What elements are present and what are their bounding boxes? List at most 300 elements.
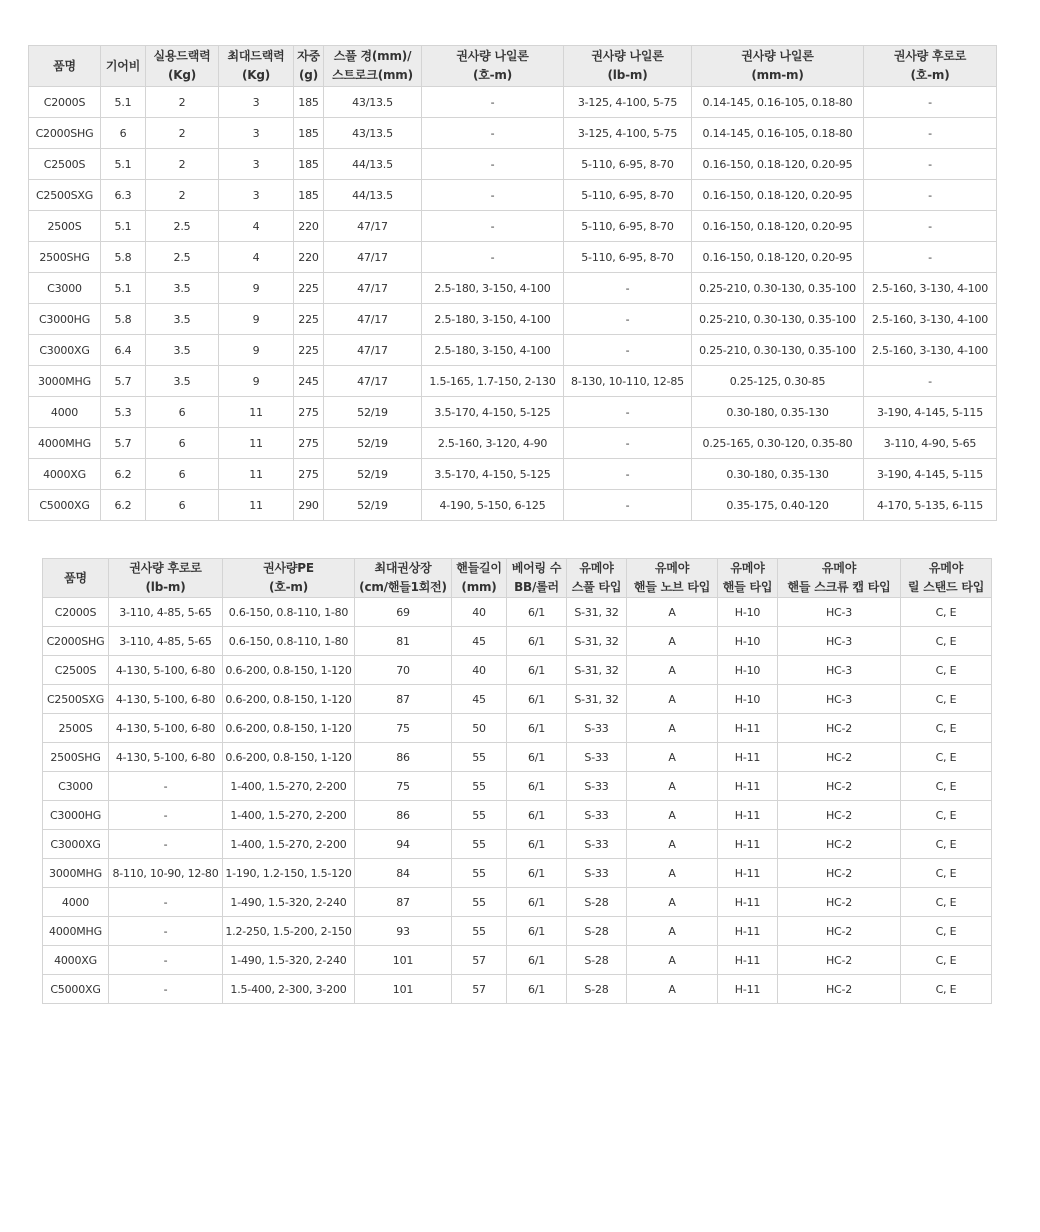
column-header [109,559,223,598]
table-cell: A [627,714,718,743]
table-cell: 0.30-180, 0.35-130 [692,397,864,428]
table-cell: - [109,801,223,830]
table-cell: 1-190, 1.2-150, 1.5-120 [223,859,355,888]
table-cell: 11 [219,459,294,490]
table-cell: - [422,118,564,149]
header-text: (Kg) [241,68,271,82]
column-header [355,559,452,598]
table-cell: 220 [294,211,324,242]
table-cell: C, E [901,801,992,830]
table-cell: H-10 [718,627,778,656]
table-cell: 0.25-165, 0.30-120, 0.35-80 [692,428,864,459]
table-cell: 0.14-145, 0.16-105, 0.18-80 [692,118,864,149]
table-cell: - [864,149,997,180]
table-row [43,598,992,627]
header-text: 유메야 [654,561,690,575]
table-cell: 9 [219,335,294,366]
header-text: (mm) [461,580,497,594]
table-cell: 84 [355,859,452,888]
table-cell: 3-190, 4-145, 5-115 [864,397,997,428]
table-cell: H-11 [718,772,778,801]
model-name-cell: 4000XG [43,946,109,975]
table-cell: A [627,859,718,888]
header-text: 베어링 수 [511,561,562,575]
table-cell: - [564,335,692,366]
table-cell: S-31, 32 [567,685,627,714]
table-cell: 4-170, 5-135, 6-115 [864,490,997,521]
table-cell: 47/17 [324,273,422,304]
table-cell: 86 [355,801,452,830]
table-cell: 69 [355,598,452,627]
table-cell: 6 [101,118,146,149]
model-name-cell: C3000XG [43,830,109,859]
table-cell: 55 [452,888,507,917]
table-row [43,801,992,830]
table-cell: - [864,211,997,242]
column-header [324,46,422,87]
table-cell: 2.5-180, 3-150, 4-100 [422,273,564,304]
table-cell: 245 [294,366,324,397]
table-cell: 40 [452,598,507,627]
table-cell: - [109,946,223,975]
model-name-cell: 2500SHG [29,242,101,273]
table-cell: 52/19 [324,490,422,521]
table-cell: - [864,242,997,273]
table-cell: - [109,975,223,1004]
table-cell: S-33 [567,714,627,743]
header-text: (g) [299,68,318,82]
model-name-cell: 3000MHG [29,366,101,397]
table-cell: 0.35-175, 0.40-120 [692,490,864,521]
table-row [43,714,992,743]
column-header [101,46,146,87]
table-cell: 0.25-210, 0.30-130, 0.35-100 [692,335,864,366]
header-text: 스풀 경(mm)/ [333,49,412,63]
table-cell: 0.25-210, 0.30-130, 0.35-100 [692,273,864,304]
table-cell: 3.5 [146,273,219,304]
table-cell: HC-2 [778,917,901,946]
header-text: 권사량 나일론 [741,49,814,63]
table-cell: 5.7 [101,366,146,397]
table-cell: 11 [219,428,294,459]
header-text: 자중 [297,49,320,63]
column-header [422,46,564,87]
header-text: 품명 [53,58,76,73]
table-cell: A [627,975,718,1004]
table-cell: - [422,149,564,180]
table-cell: HC-3 [778,656,901,685]
table-cell: 52/19 [324,459,422,490]
table-cell: 225 [294,273,324,304]
header-text: (lb-m) [607,68,648,82]
spec-table-1 [28,45,997,521]
header-text: 권사량 나일론 [456,49,529,63]
table-row [43,917,992,946]
table-cell: S-33 [567,859,627,888]
table-cell: 47/17 [324,366,422,397]
table-cell: 1.2-250, 1.5-200, 2-150 [223,917,355,946]
table-cell: 6/1 [507,888,567,917]
table-cell: 43/13.5 [324,87,422,118]
table-row [29,180,997,211]
table-cell: 5-110, 6-95, 8-70 [564,149,692,180]
table-cell: 2 [146,180,219,211]
table-cell: - [422,87,564,118]
model-name-cell: 4000 [43,888,109,917]
table-cell: 3 [219,118,294,149]
column-header [294,46,324,87]
table-cell: HC-3 [778,598,901,627]
table-cell: - [422,180,564,211]
table-cell: 5.8 [101,304,146,335]
table-cell: HC-2 [778,714,901,743]
table-cell: C, E [901,598,992,627]
table-cell: - [864,366,997,397]
model-name-cell: C2500S [29,149,101,180]
table-cell: - [109,888,223,917]
table-cell: 3.5 [146,335,219,366]
table-cell: 43/13.5 [324,118,422,149]
table-row [43,975,992,1004]
table-cell: HC-2 [778,975,901,1004]
table-row [29,490,997,521]
model-name-cell: 2500S [29,211,101,242]
model-name-cell: C2000SHG [43,627,109,656]
model-name-cell: C3000XG [29,335,101,366]
table-cell: 4-130, 5-100, 6-80 [109,685,223,714]
column-header [146,46,219,87]
column-header [627,559,718,598]
table-cell: HC-2 [778,772,901,801]
table-cell: - [864,87,997,118]
table-cell: H-11 [718,946,778,975]
header-text: 핸들 스크류 캡 타입 [787,580,891,594]
table-cell: 101 [355,946,452,975]
table-row [29,428,997,459]
table-cell: 57 [452,975,507,1004]
table-row [29,304,997,335]
table-cell: 275 [294,428,324,459]
table-cell: 2.5-160, 3-130, 4-100 [864,335,997,366]
table-cell: - [109,830,223,859]
table-row [29,211,997,242]
table-cell: H-11 [718,917,778,946]
table-row [43,888,992,917]
table-row [29,397,997,428]
table-cell: 6/1 [507,801,567,830]
table-cell: - [422,211,564,242]
table-cell: 6/1 [507,714,567,743]
table-cell: 6 [146,397,219,428]
table-cell: 4 [219,211,294,242]
table-cell: 55 [452,801,507,830]
table-cell: 47/17 [324,304,422,335]
table-cell: HC-2 [778,859,901,888]
table-cell: 0.6-200, 0.8-150, 1-120 [223,656,355,685]
table-cell: 2 [146,87,219,118]
table-cell: 2.5-180, 3-150, 4-100 [422,304,564,335]
table-cell: 5.3 [101,397,146,428]
table-cell: 2 [146,118,219,149]
table-cell: HC-3 [778,685,901,714]
table-cell: C, E [901,859,992,888]
table-cell: 3-125, 4-100, 5-75 [564,118,692,149]
table-cell: 3 [219,180,294,211]
table-cell: 3.5-170, 4-150, 5-125 [422,397,564,428]
table-cell: - [564,273,692,304]
table-cell: 0.6-200, 0.8-150, 1-120 [223,743,355,772]
column-header [219,46,294,87]
table-cell: S-33 [567,772,627,801]
header-text: 스풀 타입 [571,580,622,594]
table-cell: C, E [901,975,992,1004]
table-cell: 3.5 [146,304,219,335]
table-cell: 6/1 [507,859,567,888]
header-text: (lb-m) [145,580,186,594]
table-cell: 52/19 [324,428,422,459]
table-cell: - [864,180,997,211]
header-text: (호-m) [268,580,309,594]
table-cell: HC-2 [778,801,901,830]
table-cell: 55 [452,743,507,772]
model-name-cell: C2500SXG [43,685,109,714]
header-text: (호-m) [472,68,513,82]
table-cell: 0.14-145, 0.16-105, 0.18-80 [692,87,864,118]
header-text: 최대드랙력 [227,49,285,63]
table-row [29,242,997,273]
table-cell: 44/13.5 [324,149,422,180]
column-header [718,559,778,598]
table-cell: H-10 [718,598,778,627]
table-cell: 2.5-160, 3-130, 4-100 [864,273,997,304]
table-cell: C, E [901,743,992,772]
table-cell: S-28 [567,888,627,917]
table-cell: 11 [219,397,294,428]
table-cell: 3-125, 4-100, 5-75 [564,87,692,118]
column-header [43,559,109,598]
table-cell: A [627,656,718,685]
table-row [43,772,992,801]
table-cell: - [864,118,997,149]
table-cell: C, E [901,888,992,917]
table-cell: 6/1 [507,917,567,946]
table-cell: S-28 [567,975,627,1004]
table-cell: 6/1 [507,685,567,714]
table-cell: C, E [901,627,992,656]
column-header [692,46,864,87]
table-cell: H-11 [718,743,778,772]
table-cell: 3-110, 4-85, 5-65 [109,627,223,656]
table-cell: 93 [355,917,452,946]
table-cell: S-31, 32 [567,627,627,656]
column-header [564,46,692,87]
table-cell: 275 [294,459,324,490]
table-cell: 47/17 [324,335,422,366]
table-cell: H-10 [718,656,778,685]
table-cell: 4-130, 5-100, 6-80 [109,656,223,685]
table-row [29,118,997,149]
header-row [29,46,997,87]
table-cell: - [422,242,564,273]
table-cell: 52/19 [324,397,422,428]
table-row [43,830,992,859]
table-cell: S-31, 32 [567,598,627,627]
table-cell: 5.1 [101,149,146,180]
table-cell: 3 [219,87,294,118]
model-name-cell: C3000HG [29,304,101,335]
table-cell: 6/1 [507,743,567,772]
table-cell: 1-400, 1.5-270, 2-200 [223,772,355,801]
table-cell: 55 [452,859,507,888]
table-cell: H-10 [718,685,778,714]
table-cell: 8-110, 10-90, 12-80 [109,859,223,888]
model-name-cell: C2000S [43,598,109,627]
column-header [507,559,567,598]
table-cell: 55 [452,917,507,946]
table-cell: 81 [355,627,452,656]
table-cell: H-11 [718,714,778,743]
table-cell: A [627,801,718,830]
table-cell: 5.1 [101,211,146,242]
table-cell: 44/13.5 [324,180,422,211]
table-cell: C, E [901,656,992,685]
table-cell: 55 [452,772,507,801]
model-name-cell: C5000XG [43,975,109,1004]
table-cell: A [627,685,718,714]
table-cell: 6.2 [101,459,146,490]
table-cell: 70 [355,656,452,685]
table-cell: 57 [452,946,507,975]
table-cell: - [564,428,692,459]
table-cell: - [564,304,692,335]
header-text: BB/롤러 [514,580,559,594]
header-text: (cm/핸들1회전) [359,580,447,594]
table-cell: - [109,772,223,801]
table-cell: S-28 [567,946,627,975]
table-cell: 225 [294,335,324,366]
table-cell: 1-490, 1.5-320, 2-240 [223,888,355,917]
table-cell: A [627,743,718,772]
table-cell: 2.5 [146,211,219,242]
model-name-cell: 4000MHG [43,917,109,946]
model-name-cell: C5000XG [29,490,101,521]
header-text: 권사량PE [263,561,314,575]
column-header [778,559,901,598]
table-cell: A [627,888,718,917]
table-cell: 3.5-170, 4-150, 5-125 [422,459,564,490]
table-cell: 87 [355,685,452,714]
table-cell: 0.16-150, 0.18-120, 0.20-95 [692,211,864,242]
table-cell: 75 [355,772,452,801]
table-cell: 5-110, 6-95, 8-70 [564,180,692,211]
table-cell: 6/1 [507,656,567,685]
table-cell: 1.5-165, 1.7-150, 2-130 [422,366,564,397]
table-cell: 6/1 [507,946,567,975]
table-cell: 75 [355,714,452,743]
table-cell: A [627,598,718,627]
table-cell: 47/17 [324,211,422,242]
table-cell: HC-2 [778,946,901,975]
table-cell: 9 [219,304,294,335]
header-text: 유메야 [579,561,614,575]
table-cell: 9 [219,273,294,304]
model-name-cell: 3000MHG [43,859,109,888]
table-cell: 6/1 [507,772,567,801]
table-cell: 4-190, 5-150, 6-125 [422,490,564,521]
table-cell: C, E [901,685,992,714]
table-cell: 6/1 [507,598,567,627]
model-name-cell: C2000SHG [29,118,101,149]
table-cell: A [627,772,718,801]
table-cell: 6.3 [101,180,146,211]
table-cell: C, E [901,917,992,946]
table-cell: 4-130, 5-100, 6-80 [109,714,223,743]
table-cell: 0.16-150, 0.18-120, 0.20-95 [692,180,864,211]
table-cell: 3-110, 4-90, 5-65 [864,428,997,459]
table-cell: A [627,917,718,946]
table-row [43,685,992,714]
table-cell: 40 [452,656,507,685]
table-cell: 0.6-200, 0.8-150, 1-120 [223,685,355,714]
table-cell: 6/1 [507,627,567,656]
table-row [43,656,992,685]
table-cell: 47/17 [324,242,422,273]
table-cell: 0.16-150, 0.18-120, 0.20-95 [692,242,864,273]
table-cell: C, E [901,772,992,801]
table-cell: 3 [219,149,294,180]
table-cell: 0.25-125, 0.30-85 [692,366,864,397]
table-cell: 9 [219,366,294,397]
header-text: 핸들 노브 타입 [633,580,711,594]
table-row [29,459,997,490]
header-text: 품명 [64,570,87,585]
model-name-cell: 4000XG [29,459,101,490]
table-cell: - [564,459,692,490]
model-name-cell: 2500SHG [43,743,109,772]
table-cell: 1-490, 1.5-320, 2-240 [223,946,355,975]
table-cell: 87 [355,888,452,917]
model-name-cell: C3000 [29,273,101,304]
table-cell: 45 [452,627,507,656]
header-row [43,559,992,598]
table-cell: 3-190, 4-145, 5-115 [864,459,997,490]
table-cell: 5-110, 6-95, 8-70 [564,242,692,273]
header-text: 핸들 타입 [722,580,773,594]
header-text: 핸들길이 [456,561,502,575]
table-cell: 101 [355,975,452,1004]
table-cell: 5.1 [101,87,146,118]
table-cell: 2 [146,149,219,180]
table-cell: H-11 [718,975,778,1004]
table-cell: C, E [901,830,992,859]
header-text: 유메야 [821,561,857,575]
header-text: (mm-m) [751,68,804,82]
table-row [43,946,992,975]
table-cell: 4-130, 5-100, 6-80 [109,743,223,772]
column-header [452,559,507,598]
table-cell: 6 [146,490,219,521]
header-text: 최대권상장 [374,561,432,575]
table-cell: 94 [355,830,452,859]
table-cell: 1-400, 1.5-270, 2-200 [223,801,355,830]
table-cell: S-33 [567,830,627,859]
table-cell: 220 [294,242,324,273]
table-cell: 0.6-200, 0.8-150, 1-120 [223,714,355,743]
table-cell: A [627,627,718,656]
header-text: 유메야 [730,561,765,575]
table-cell: 1-400, 1.5-270, 2-200 [223,830,355,859]
table-cell: S-33 [567,743,627,772]
